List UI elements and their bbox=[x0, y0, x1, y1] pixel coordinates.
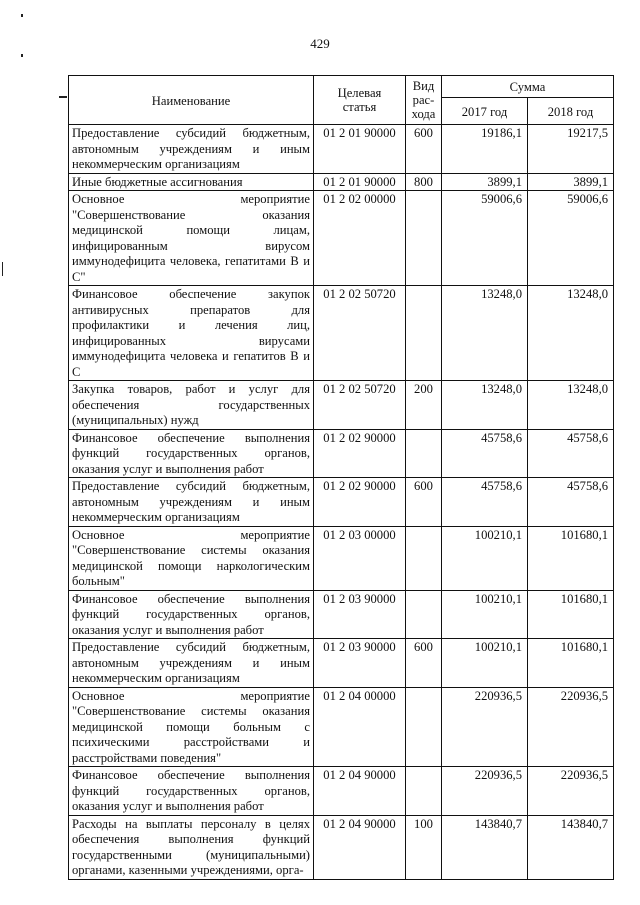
row-name: Финансовое обеспечение закупок антивирусных препаратов для профилактики и лечения лиц, инфицированных вирусами иммунодефицита человека и гепатитов В и С bbox=[69, 286, 314, 381]
row-sum-2018: 220936,5 bbox=[528, 767, 614, 816]
row-expense-kind: 100 bbox=[406, 815, 442, 879]
row-sum-2017: 59006,6 bbox=[442, 191, 528, 286]
row-sum-2017: 143840,7 bbox=[442, 815, 528, 879]
table-row bbox=[69, 590, 614, 639]
table-row bbox=[69, 125, 614, 174]
header-name: Наименование bbox=[69, 76, 314, 125]
page-number: 429 bbox=[310, 36, 330, 51]
row-name: Закупка товаров, работ и услуг для обеспечения государственных (муниципальных) нужд bbox=[69, 381, 314, 430]
row-sum-2017: 3899,1 bbox=[442, 173, 528, 191]
row-target-code: 01 2 04 90000 bbox=[314, 815, 406, 879]
row-sum-2018: 143840,7 bbox=[528, 815, 614, 879]
row-name: Основное мероприятие "Совершенствование системы оказания медицинской помощи наркологическим больным" bbox=[69, 526, 314, 590]
row-target-code: 01 2 02 50720 bbox=[314, 381, 406, 430]
row-target-code: 01 2 02 50720 bbox=[314, 286, 406, 381]
table-row bbox=[69, 639, 614, 688]
row-expense-kind bbox=[406, 191, 442, 286]
row-sum-2017: 45758,6 bbox=[442, 429, 528, 478]
budget-table bbox=[68, 75, 614, 880]
table-row bbox=[69, 429, 614, 478]
margin-mark bbox=[59, 96, 67, 98]
row-target-code: 01 2 01 90000 bbox=[314, 125, 406, 174]
row-sum-2017: 45758,6 bbox=[442, 478, 528, 527]
row-target-code: 01 2 01 90000 bbox=[314, 173, 406, 191]
row-expense-kind bbox=[406, 687, 442, 767]
table-row bbox=[69, 815, 614, 879]
row-expense-kind bbox=[406, 767, 442, 816]
row-name: Иные бюджетные ассигнования bbox=[69, 173, 314, 191]
row-expense-kind bbox=[406, 429, 442, 478]
row-sum-2018: 101680,1 bbox=[528, 639, 614, 688]
table-row bbox=[69, 191, 614, 286]
row-target-code: 01 2 04 90000 bbox=[314, 767, 406, 816]
row-sum-2017: 100210,1 bbox=[442, 590, 528, 639]
row-target-code: 01 2 02 00000 bbox=[314, 191, 406, 286]
row-name: Предоставление субсидий бюджетным, автономным учреждениям и иным некоммерческим организациям bbox=[69, 125, 314, 174]
row-target-code: 01 2 02 90000 bbox=[314, 478, 406, 527]
row-target-code: 01 2 03 90000 bbox=[314, 639, 406, 688]
row-name: Финансовое обеспечение выполнения функций государственных органов, оказания услуг и выполнения работ bbox=[69, 767, 314, 816]
row-sum-2018: 19217,5 bbox=[528, 125, 614, 174]
row-expense-kind bbox=[406, 590, 442, 639]
row-sum-2018: 101680,1 bbox=[528, 590, 614, 639]
row-sum-2017: 13248,0 bbox=[442, 286, 528, 381]
table-body bbox=[69, 125, 614, 880]
row-sum-2017: 13248,0 bbox=[442, 381, 528, 430]
row-sum-2018: 13248,0 bbox=[528, 286, 614, 381]
table-row bbox=[69, 286, 614, 381]
header-sum: Сумма bbox=[442, 76, 614, 98]
row-name: Предоставление субсидий бюджетным, автономным учреждениям и иным некоммерческим организациям bbox=[69, 639, 314, 688]
row-sum-2017: 100210,1 bbox=[442, 639, 528, 688]
margin-mark bbox=[21, 54, 23, 57]
table-row bbox=[69, 767, 614, 816]
margin-mark bbox=[2, 262, 3, 276]
table-row bbox=[69, 173, 614, 191]
row-expense-kind: 800 bbox=[406, 173, 442, 191]
row-sum-2017: 100210,1 bbox=[442, 526, 528, 590]
row-target-code: 01 2 03 00000 bbox=[314, 526, 406, 590]
row-sum-2018: 59006,6 bbox=[528, 191, 614, 286]
header-year-2017: 2017 год bbox=[442, 98, 528, 125]
row-expense-kind bbox=[406, 526, 442, 590]
header-target: Целевая статья bbox=[314, 76, 406, 125]
row-sum-2018: 45758,6 bbox=[528, 478, 614, 527]
row-sum-2018: 45758,6 bbox=[528, 429, 614, 478]
row-target-code: 01 2 02 90000 bbox=[314, 429, 406, 478]
row-expense-kind: 600 bbox=[406, 478, 442, 527]
row-name: Основное мероприятие "Совершенствование системы оказания медицинской помощи больным с психическими расстройствами и расстройствами поведения" bbox=[69, 687, 314, 767]
row-expense-kind: 600 bbox=[406, 125, 442, 174]
row-name: Предоставление субсидий бюджетным, автономным учреждениям и иным некоммерческим организациям bbox=[69, 478, 314, 527]
row-name: Финансовое обеспечение выполнения функций государственных органов, оказания услуг и выполнения работ bbox=[69, 590, 314, 639]
row-target-code: 01 2 04 00000 bbox=[314, 687, 406, 767]
header-year-2018: 2018 год bbox=[528, 98, 614, 125]
row-name: Основное мероприятие "Совершенствование оказания медицинской помощи лицам, инфицированным вирусом иммунодефицита человека, гепатитами В и С" bbox=[69, 191, 314, 286]
row-expense-kind: 600 bbox=[406, 639, 442, 688]
row-sum-2017: 19186,1 bbox=[442, 125, 528, 174]
row-sum-2018: 13248,0 bbox=[528, 381, 614, 430]
row-sum-2018: 220936,5 bbox=[528, 687, 614, 767]
row-name: Финансовое обеспечение выполнения функций государственных органов, оказания услуг и выполнения работ bbox=[69, 429, 314, 478]
row-sum-2017: 220936,5 bbox=[442, 767, 528, 816]
header-row bbox=[69, 76, 614, 98]
row-target-code: 01 2 03 90000 bbox=[314, 590, 406, 639]
row-sum-2018: 101680,1 bbox=[528, 526, 614, 590]
row-name: Расходы на выплаты персоналу в целях обеспечения выполнения функций государственными (муниципальными) органами, казенными учреждениями, орга- bbox=[69, 815, 314, 879]
table-row bbox=[69, 478, 614, 527]
row-expense-kind bbox=[406, 286, 442, 381]
header-kind: Вид рас-хода bbox=[406, 76, 442, 125]
table-row bbox=[69, 526, 614, 590]
margin-mark bbox=[21, 14, 23, 17]
row-sum-2018: 3899,1 bbox=[528, 173, 614, 191]
table-row bbox=[69, 687, 614, 767]
row-sum-2017: 220936,5 bbox=[442, 687, 528, 767]
table-row bbox=[69, 381, 614, 430]
row-expense-kind: 200 bbox=[406, 381, 442, 430]
